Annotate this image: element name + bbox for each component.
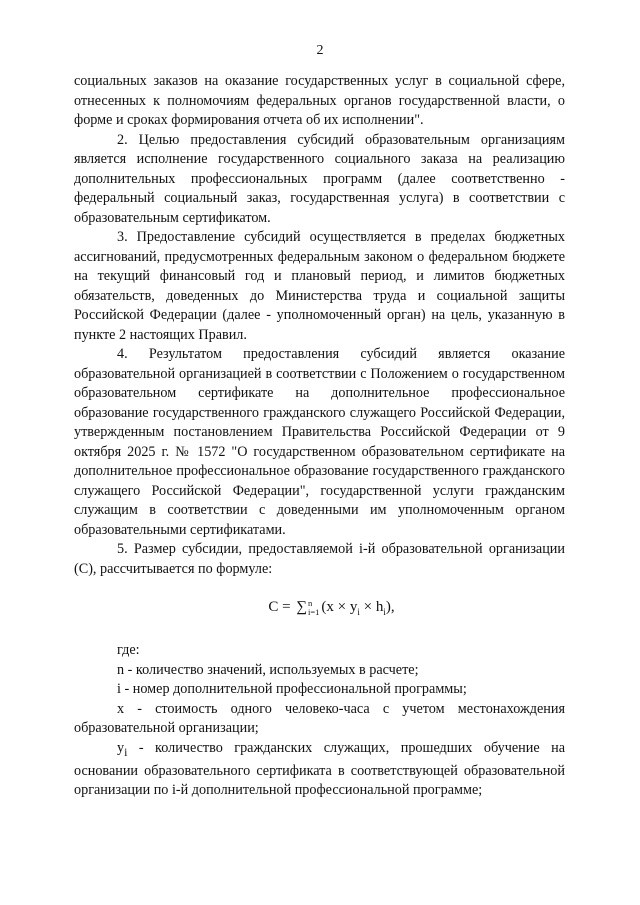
formula-close: ),: [385, 599, 395, 615]
definition-x: x - стоимость одного человеко-часа с учетом местонахождения образовательной организации;: [74, 700, 565, 736]
paragraph-continuation: социальных заказов на оказание государственных услуг в социальной сфере, отнесенных к полномочиям федеральных органов государственной власти, о форме и сроках формирования отчета об их исполнении".: [74, 73, 565, 128]
definition-y-sub: i: [124, 744, 128, 759]
sum-limits: [308, 599, 319, 617]
sum-symbol: ∑: [296, 599, 308, 615]
formula-sub-h: i: [383, 607, 386, 617]
formula-lhs: С =: [268, 599, 291, 615]
document-body: [74, 72, 565, 801]
definition-i: i - номер дополнительной профессиональной программы;: [117, 681, 467, 697]
definition-n: n - количество значений, используемых в расчете;: [117, 661, 419, 678]
definition-y: [74, 739, 565, 801]
subsidy-formula: [98, 597, 565, 622]
page-number: 2: [316, 43, 324, 58]
sum-upper: n: [308, 597, 313, 608]
formula-term-open: (x × y: [321, 599, 358, 615]
formula-sub-y: i: [357, 607, 360, 617]
paragraph-3-funding: 3. Предоставление субсидий осуществляется в пределах бюджетных ассигнований, предусмотренных федеральным законом о федеральном бюджете на текущий финансовый год и плановый период, и лимитов бюджетных обязательств, доведенных до Министерства труда и социальной защиты Российской Федерации (далее - уполномоченный орган) на цель, указанную в пункте 2 настоящих Правил.: [74, 229, 565, 343]
paragraph-5-subsidy-size: 5. Размер субсидии, предоставляемой i-й образовательной организации (С), рассчитывается по формуле:: [74, 541, 565, 577]
formula-term-mid: × h: [363, 599, 384, 615]
definition-y-text: - количество гражданских служащих, прошедших обучение на основании образовательного сертификата в соответствующей образовательной организации по i-й дополнительной профессиональной программе;: [74, 739, 565, 799]
where-label: где:: [117, 642, 140, 658]
paragraph-4-result: 4. Результатом предоставления субсидий является оказание образовательной организацией в соответствии с Положением о государственном образовательном сертификате на дополнительное профессиональное образование государственного гражданского служащего Российской Федерации, утвержденным постановлением Правительства Российской Федерации от 9 октября 2025 г. № 1572 "О государственном образовательном сертификате на дополнительное профессиональное образование государственного гражданского служащего Российской Федерации", государственной услуги гражданским служащим в соответствии с доведенными им уполномоченным органом образовательными сертификатами.: [74, 346, 565, 538]
formula-sum: [296, 597, 319, 617]
definition-y-symbol: y: [117, 739, 125, 756]
sum-lower: i=1: [308, 606, 320, 617]
paragraph-2-purpose: 2. Целью предоставления субсидий образовательным организациям является исполнение государственного социального заказа на реализацию дополнительных профессиональных программ (далее соответственно - федеральный социальный заказ, государственная услуга) в соответствии с образовательным сертификатом.: [74, 131, 565, 226]
